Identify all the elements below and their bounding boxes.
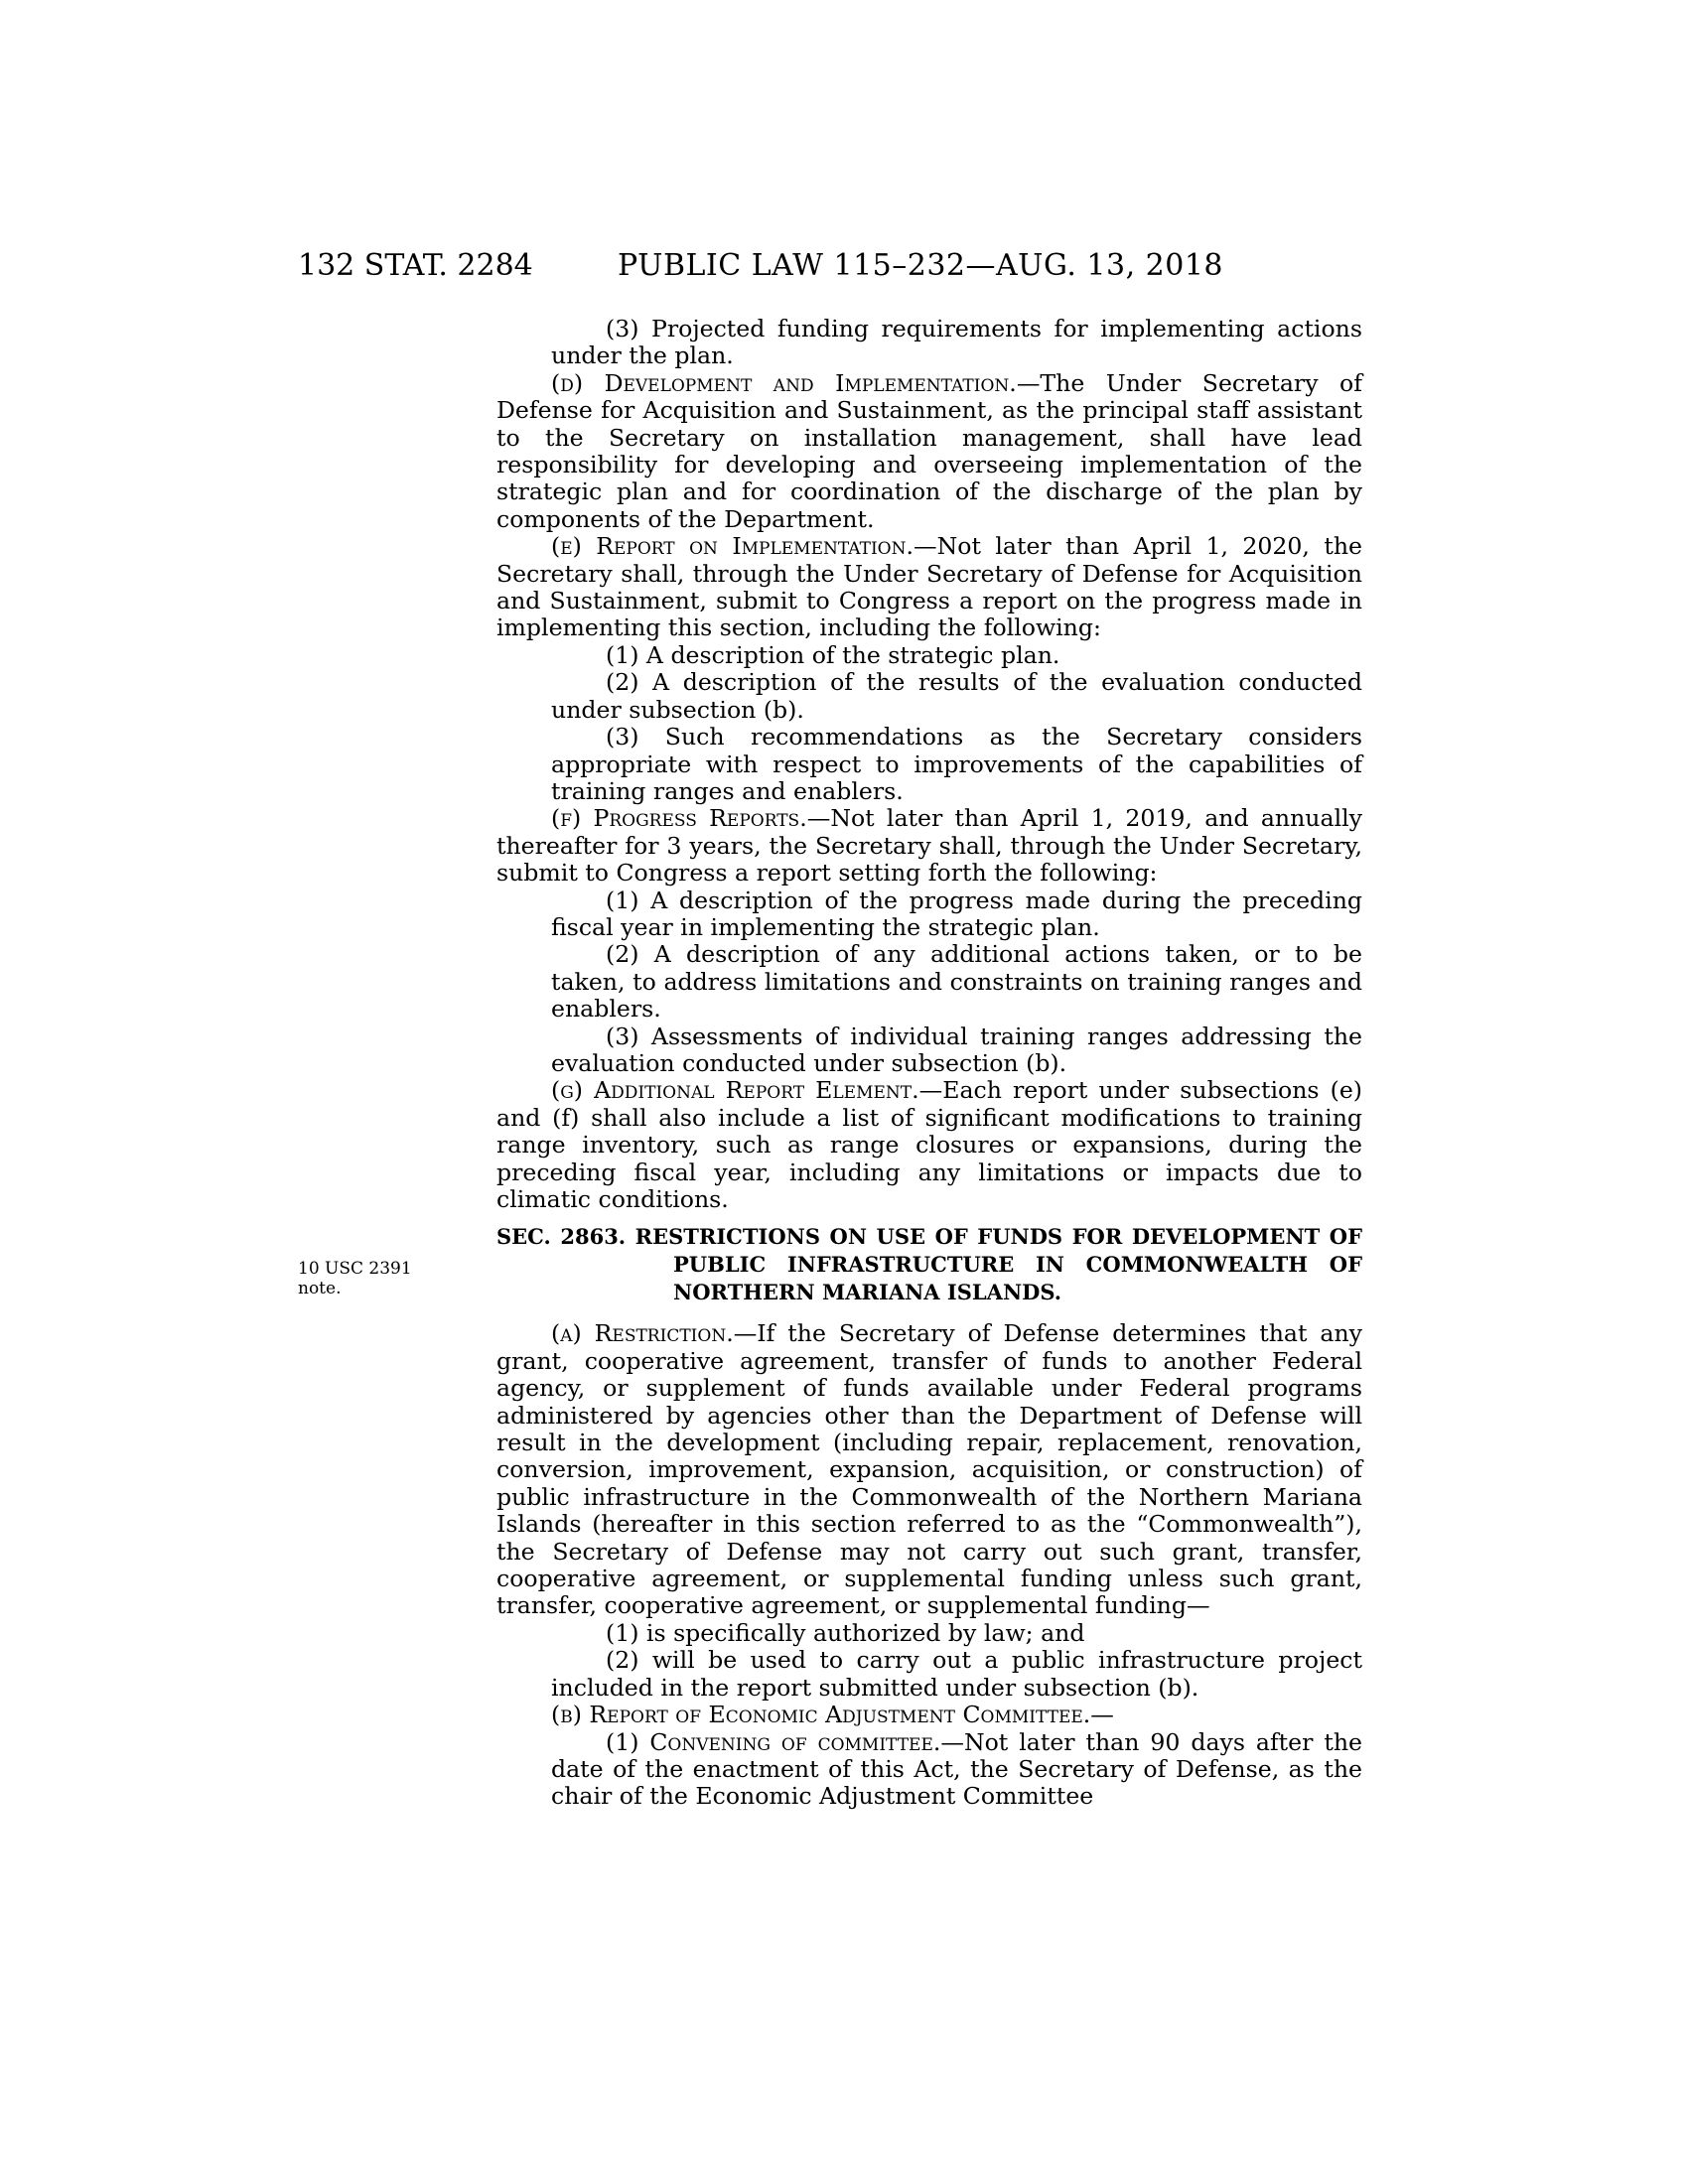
paragraph-text: (1) A description of the strategic plan. xyxy=(606,640,1060,669)
paragraph-text: —Each report under subsections (e) and (f) shall also include a list of significant modifications to training range inventory, such as range closures or expansions, during the preceding fiscal year, including any limitations or impacts due to climatic conditions. xyxy=(496,1076,1363,1213)
paragraph-text: —Not later than 90 days after the date of the enactment of this Act, the Secretary of Defense, as the chair of the Economic Adjustment Committee xyxy=(551,1727,1362,1811)
paragraph xyxy=(496,1702,1362,1728)
paragraph-text: —If the Secretary of Defense determines that any grant, cooperative agreement, transfer of funds to another Federal agency, or supplement of funds available under Federal programs administered by agencies other than the Department of Defense will result in the development (including repair, replacement, renovation, conversion, improvement, expansion, acquisition, or construction) of public infrastructure in the Commonwealth of the Northern Mariana Islands (hereafter in this section referred to as the “Commonwealth”), the Secretary of Defense may not carry out such grant, transfer, cooperative agreement, or supplemental funding unless such grant, transfer, cooperative agreement, or supplemental funding— xyxy=(496,1319,1363,1620)
paragraph xyxy=(496,1620,1362,1647)
paragraph xyxy=(496,887,1362,942)
paragraph-heading: (e) Report on Implementation. xyxy=(551,532,914,561)
paragraph-text: —The Under Secretary of Defense for Acquisition and Sustainment, as the principal staff assistant to the Secretary on installation management, shall have lead responsibility for developing and overseeing implementation of the strategic plan and for coordination of the discharge of the plan by components of the Department. xyxy=(496,368,1362,533)
paragraph-group-pre-section xyxy=(496,316,1362,1213)
margin-note-suffix: note. xyxy=(298,1279,342,1298)
paragraph xyxy=(496,724,1362,805)
paragraph xyxy=(496,1024,1362,1078)
paragraph-text: (3) Projected funding requirements for implementing actions under the plan. xyxy=(551,315,1362,370)
paragraph-heading: (b) Report of Economic Adjustment Committee. xyxy=(551,1701,1091,1729)
paragraph-text: (2) A description of the results of the evaluation conducted under subsection (b). xyxy=(551,668,1362,724)
paragraph xyxy=(496,316,1362,370)
paragraph-text: (3) Assessments of individual training ranges addressing the evaluation conducted under subsection (b). xyxy=(551,1022,1362,1077)
paragraph-text: (2) A description of any additional actions taken, or to be taken, to address limitations and constraints on training ranges and enablers. xyxy=(551,940,1362,1024)
statute-page-number: 132 STAT. 2284 xyxy=(298,248,533,283)
paragraph-text: (1) is specifically authorized by law; and xyxy=(606,1618,1085,1647)
paragraph-text: — xyxy=(1090,1701,1114,1729)
paragraph-text: —Not later than April 1, 2019, and annually thereafter for 3 years, the Secretary shall, through the Under Secretary, submit to Congress a report setting forth the following: xyxy=(496,804,1362,887)
paragraph-text: —Not later than April 1, 2020, the Secretary shall, through the Under Secretary of Defense for Acquisition and Sustainment, submit to Congress a report on the progress made in implementing this section, including the following: xyxy=(496,532,1362,642)
paragraph-heading: (g) Additional Report Element. xyxy=(551,1076,919,1105)
paragraph xyxy=(496,1320,1362,1619)
margin-note-citation: 10 USC 2391 xyxy=(298,1259,412,1279)
paragraph-text: (3) Such recommendations as the Secretary considers appropriate with respect to improvements of the capabilities of training ranges and enablers. xyxy=(551,723,1362,805)
paragraph xyxy=(496,669,1362,724)
paragraph-text: (2) will be used to carry out a public infrastructure project included in the report submitted under subsection (b). xyxy=(551,1646,1362,1702)
paragraph-group-section-2863 xyxy=(496,1320,1362,1810)
paragraph xyxy=(496,370,1362,533)
paragraph xyxy=(496,1647,1362,1702)
paragraph xyxy=(496,642,1362,669)
paragraph xyxy=(496,533,1362,642)
paragraph xyxy=(496,1729,1362,1811)
paragraph xyxy=(496,805,1362,887)
paragraph-heading: (d) Development and Implementation. xyxy=(551,368,1017,397)
paragraph-heading: (1) Convening of committee. xyxy=(606,1727,941,1756)
section-title: SEC. 2863. RESTRICTIONS ON USE OF FUNDS FOR DEVELOPMENT OF PUBLIC INFRASTRUCTURE IN COMMONWEALTH OF NORTHERN MARIANA ISLANDS. xyxy=(496,1224,1362,1305)
paragraph-heading: (a) Restriction. xyxy=(551,1319,734,1348)
document-body xyxy=(496,316,1362,1811)
paragraph xyxy=(496,1077,1362,1213)
paragraph-heading: (f) Progress Reports. xyxy=(551,804,807,833)
paragraph xyxy=(496,941,1362,1023)
margin-note xyxy=(298,1259,477,1298)
paragraph-text: (1) A description of the progress made during the preceding fiscal year in implementing the strategic plan. xyxy=(551,886,1362,941)
public-law-title: PUBLIC LAW 115–232—AUG. 13, 2018 xyxy=(618,248,1224,283)
